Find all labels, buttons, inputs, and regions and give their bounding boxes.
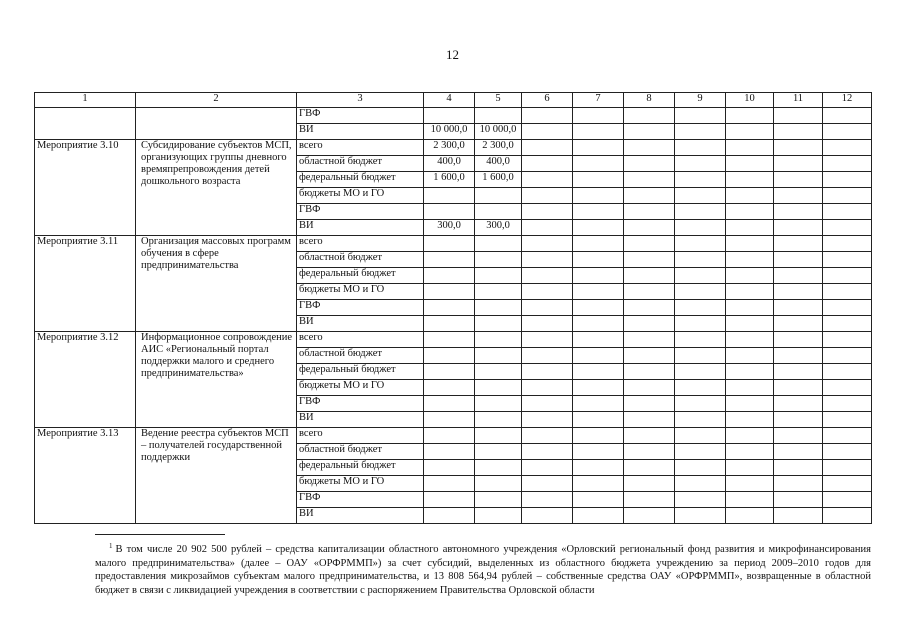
empty-cell xyxy=(774,444,823,460)
empty-cell xyxy=(522,284,573,300)
value-cell xyxy=(424,316,475,332)
event-desc-cell xyxy=(136,108,297,140)
empty-cell xyxy=(774,284,823,300)
empty-cell xyxy=(624,140,675,156)
funding-source: бюджеты МО и ГО xyxy=(297,188,424,204)
empty-cell xyxy=(675,300,726,316)
empty-cell xyxy=(774,364,823,380)
column-header: 9 xyxy=(675,93,726,108)
empty-cell xyxy=(522,476,573,492)
column-header: 12 xyxy=(823,93,872,108)
empty-cell xyxy=(624,252,675,268)
empty-cell xyxy=(573,332,624,348)
value-cell: 10 000,0 xyxy=(475,124,522,140)
empty-cell xyxy=(522,108,573,124)
funding-source: всего xyxy=(297,428,424,444)
table-row xyxy=(35,236,872,252)
funding-source: ВИ xyxy=(297,412,424,428)
value-cell xyxy=(475,460,522,476)
empty-cell xyxy=(774,348,823,364)
empty-cell xyxy=(522,220,573,236)
empty-cell xyxy=(573,460,624,476)
empty-cell xyxy=(675,188,726,204)
empty-cell xyxy=(675,268,726,284)
event-id: Мероприятие 3.12 xyxy=(35,332,136,428)
empty-cell xyxy=(774,252,823,268)
event-id: Мероприятие 3.10 xyxy=(35,140,136,236)
empty-cell xyxy=(522,236,573,252)
empty-cell xyxy=(573,316,624,332)
value-cell: 1 600,0 xyxy=(475,172,522,188)
empty-cell xyxy=(823,396,872,412)
empty-cell xyxy=(522,316,573,332)
value-cell xyxy=(475,108,522,124)
empty-cell xyxy=(774,508,823,524)
funding-source: ВИ xyxy=(297,316,424,332)
empty-cell xyxy=(823,412,872,428)
value-cell xyxy=(424,412,475,428)
empty-cell xyxy=(675,460,726,476)
empty-cell xyxy=(726,396,774,412)
empty-cell xyxy=(774,220,823,236)
empty-cell xyxy=(522,204,573,220)
empty-cell xyxy=(522,300,573,316)
empty-cell xyxy=(823,316,872,332)
empty-cell xyxy=(675,284,726,300)
empty-cell xyxy=(823,156,872,172)
funding-source: областной бюджет xyxy=(297,444,424,460)
funding-source: ВИ xyxy=(297,220,424,236)
empty-cell xyxy=(624,316,675,332)
empty-cell xyxy=(726,428,774,444)
event-description: Субсидирование субъектов МСП, организующих группы дневного времяпрепровождения детей дошкольного возраста xyxy=(136,140,297,236)
empty-cell xyxy=(774,156,823,172)
value-cell xyxy=(475,316,522,332)
value-cell xyxy=(424,428,475,444)
empty-cell xyxy=(774,124,823,140)
funding-source: всего xyxy=(297,332,424,348)
empty-cell xyxy=(823,444,872,460)
funding-source: федеральный бюджет xyxy=(297,364,424,380)
funding-source: ГВФ xyxy=(297,300,424,316)
empty-cell xyxy=(624,172,675,188)
empty-cell xyxy=(573,108,624,124)
empty-cell xyxy=(573,172,624,188)
value-cell xyxy=(424,348,475,364)
empty-cell xyxy=(726,108,774,124)
empty-cell xyxy=(774,236,823,252)
funding-source: областной бюджет xyxy=(297,156,424,172)
value-cell xyxy=(475,364,522,380)
empty-cell xyxy=(624,204,675,220)
empty-cell xyxy=(675,156,726,172)
empty-cell xyxy=(573,220,624,236)
empty-cell xyxy=(573,396,624,412)
value-cell xyxy=(424,236,475,252)
value-cell xyxy=(475,252,522,268)
empty-cell xyxy=(774,188,823,204)
empty-cell xyxy=(726,156,774,172)
empty-cell xyxy=(624,284,675,300)
value-cell xyxy=(475,348,522,364)
column-header: 11 xyxy=(774,93,823,108)
empty-cell xyxy=(573,476,624,492)
value-cell: 2 300,0 xyxy=(424,140,475,156)
value-cell xyxy=(475,380,522,396)
value-cell xyxy=(424,380,475,396)
empty-cell xyxy=(823,188,872,204)
table-row xyxy=(35,332,872,348)
empty-cell xyxy=(774,316,823,332)
empty-cell xyxy=(675,172,726,188)
funding-source: всего xyxy=(297,140,424,156)
empty-cell xyxy=(522,188,573,204)
event-id: Мероприятие 3.11 xyxy=(35,236,136,332)
empty-cell xyxy=(522,428,573,444)
empty-cell xyxy=(573,364,624,380)
value-cell: 400,0 xyxy=(475,156,522,172)
empty-cell xyxy=(675,476,726,492)
empty-cell xyxy=(823,300,872,316)
empty-cell xyxy=(823,348,872,364)
empty-cell xyxy=(726,204,774,220)
empty-cell xyxy=(774,380,823,396)
empty-cell xyxy=(573,156,624,172)
footnote xyxy=(95,540,871,597)
value-cell xyxy=(424,508,475,524)
empty-cell xyxy=(823,140,872,156)
event-description: Информационное сопровождение АИС «Региональный портал поддержки малого и среднего предпринимательства» xyxy=(136,332,297,428)
empty-cell xyxy=(624,236,675,252)
empty-cell xyxy=(726,300,774,316)
value-cell: 300,0 xyxy=(424,220,475,236)
empty-cell xyxy=(726,492,774,508)
value-cell xyxy=(424,364,475,380)
empty-cell xyxy=(573,124,624,140)
empty-cell xyxy=(823,172,872,188)
value-cell xyxy=(424,492,475,508)
footnote-text: В том числе 20 902 500 рублей – средства капитализации областного автономного учреждения «Орловский региональный фонд развития и микрофинансирования малого предпринимательства» (далее – ОАУ «ОРФРММП») за счет субсидий, выделенных из областного бюджета учреждению за период 2009–2010 годов для предоставления микрозаймов субъектам малого предпринимательства, и 13 808 564,94 рублей – собственные средства ОАУ «ОРФРММП», возвращенные в областной бюджет в связи с ликвидацией учреждения в соответствии с распоряжением Правительства Орловской области xyxy=(95,544,871,596)
value-cell xyxy=(424,284,475,300)
empty-cell xyxy=(573,140,624,156)
empty-cell xyxy=(675,348,726,364)
empty-cell xyxy=(726,172,774,188)
funding-source: федеральный бюджет xyxy=(297,268,424,284)
empty-cell xyxy=(774,492,823,508)
empty-cell xyxy=(726,220,774,236)
column-header: 8 xyxy=(624,93,675,108)
empty-cell xyxy=(823,236,872,252)
empty-cell xyxy=(675,220,726,236)
value-cell xyxy=(475,492,522,508)
value-cell xyxy=(424,268,475,284)
funding-source: ГВФ xyxy=(297,108,424,124)
empty-cell xyxy=(522,140,573,156)
empty-cell xyxy=(823,284,872,300)
empty-cell xyxy=(774,396,823,412)
funding-source: федеральный бюджет xyxy=(297,172,424,188)
value-cell xyxy=(475,412,522,428)
funding-source: ГВФ xyxy=(297,492,424,508)
value-cell xyxy=(475,476,522,492)
value-cell xyxy=(424,396,475,412)
value-cell xyxy=(475,268,522,284)
empty-cell xyxy=(675,380,726,396)
empty-cell xyxy=(522,268,573,284)
empty-cell xyxy=(726,316,774,332)
empty-cell xyxy=(522,172,573,188)
table-row xyxy=(35,108,872,124)
empty-cell xyxy=(774,268,823,284)
empty-cell xyxy=(522,348,573,364)
empty-cell xyxy=(522,380,573,396)
value-cell xyxy=(475,284,522,300)
empty-cell xyxy=(774,172,823,188)
event-description: Организация массовых программ обучения в сфере предпринимательства xyxy=(136,236,297,332)
column-header: 1 xyxy=(35,93,136,108)
empty-cell xyxy=(573,444,624,460)
value-cell xyxy=(424,252,475,268)
column-header: 6 xyxy=(522,93,573,108)
column-header: 2 xyxy=(136,93,297,108)
empty-cell xyxy=(573,508,624,524)
empty-cell xyxy=(624,508,675,524)
event-id: Мероприятие 3.13 xyxy=(35,428,136,524)
page-number: 12 xyxy=(446,47,459,62)
empty-cell xyxy=(823,460,872,476)
empty-cell xyxy=(823,380,872,396)
value-cell xyxy=(475,204,522,220)
empty-cell xyxy=(573,268,624,284)
footnote-marker: 1 xyxy=(109,542,113,550)
empty-cell xyxy=(726,268,774,284)
empty-cell xyxy=(774,428,823,444)
empty-cell xyxy=(675,140,726,156)
empty-cell xyxy=(675,124,726,140)
empty-cell xyxy=(573,380,624,396)
funding-source: всего xyxy=(297,236,424,252)
value-cell xyxy=(475,444,522,460)
column-header: 4 xyxy=(424,93,475,108)
funding-source: бюджеты МО и ГО xyxy=(297,380,424,396)
empty-cell xyxy=(522,492,573,508)
empty-cell xyxy=(823,428,872,444)
empty-cell xyxy=(774,300,823,316)
value-cell xyxy=(424,476,475,492)
empty-cell xyxy=(774,108,823,124)
table-row xyxy=(35,428,872,444)
empty-cell xyxy=(675,508,726,524)
empty-cell xyxy=(675,108,726,124)
empty-cell xyxy=(624,492,675,508)
empty-cell xyxy=(573,412,624,428)
empty-cell xyxy=(522,396,573,412)
empty-cell xyxy=(823,108,872,124)
empty-cell xyxy=(726,188,774,204)
empty-cell xyxy=(675,252,726,268)
empty-cell xyxy=(624,108,675,124)
empty-cell xyxy=(823,124,872,140)
empty-cell xyxy=(726,348,774,364)
funding-source: областной бюджет xyxy=(297,252,424,268)
empty-cell xyxy=(624,220,675,236)
empty-cell xyxy=(573,428,624,444)
event-description: Ведение реестра субъектов МСП – получателей государственной поддержки xyxy=(136,428,297,524)
empty-cell xyxy=(774,332,823,348)
empty-cell xyxy=(624,348,675,364)
empty-cell xyxy=(675,364,726,380)
funding-source: ВИ xyxy=(297,124,424,140)
empty-cell xyxy=(675,236,726,252)
empty-cell xyxy=(726,364,774,380)
empty-cell xyxy=(624,188,675,204)
value-cell xyxy=(475,508,522,524)
empty-cell xyxy=(624,428,675,444)
footnote-divider xyxy=(95,534,225,535)
empty-cell xyxy=(624,332,675,348)
empty-cell xyxy=(823,508,872,524)
empty-cell xyxy=(573,348,624,364)
empty-cell xyxy=(573,188,624,204)
empty-cell xyxy=(675,332,726,348)
value-cell xyxy=(424,108,475,124)
table-header-row xyxy=(35,93,872,108)
empty-cell xyxy=(522,332,573,348)
value-cell xyxy=(424,188,475,204)
empty-cell xyxy=(624,412,675,428)
empty-cell xyxy=(573,236,624,252)
value-cell xyxy=(424,332,475,348)
empty-cell xyxy=(726,332,774,348)
value-cell: 300,0 xyxy=(475,220,522,236)
empty-cell xyxy=(624,300,675,316)
value-cell: 10 000,0 xyxy=(424,124,475,140)
value-cell xyxy=(475,428,522,444)
empty-cell xyxy=(624,444,675,460)
empty-cell xyxy=(675,492,726,508)
empty-cell xyxy=(624,124,675,140)
empty-cell xyxy=(726,124,774,140)
empty-cell xyxy=(624,268,675,284)
empty-cell xyxy=(675,428,726,444)
empty-cell xyxy=(774,412,823,428)
empty-cell xyxy=(522,364,573,380)
empty-cell xyxy=(823,204,872,220)
value-cell: 400,0 xyxy=(424,156,475,172)
empty-cell xyxy=(823,252,872,268)
empty-cell xyxy=(675,396,726,412)
empty-cell xyxy=(522,444,573,460)
column-header: 5 xyxy=(475,93,522,108)
empty-cell xyxy=(675,444,726,460)
value-cell xyxy=(475,236,522,252)
funding-source: бюджеты МО и ГО xyxy=(297,476,424,492)
empty-cell xyxy=(675,204,726,220)
empty-cell xyxy=(522,508,573,524)
empty-cell xyxy=(726,460,774,476)
empty-cell xyxy=(624,396,675,412)
funding-source: ВИ xyxy=(297,508,424,524)
empty-cell xyxy=(823,268,872,284)
value-cell xyxy=(424,204,475,220)
funding-source: ГВФ xyxy=(297,396,424,412)
empty-cell xyxy=(726,252,774,268)
budget-table xyxy=(34,92,872,524)
empty-cell xyxy=(675,316,726,332)
empty-cell xyxy=(624,364,675,380)
empty-cell xyxy=(522,412,573,428)
empty-cell xyxy=(624,156,675,172)
value-cell xyxy=(475,332,522,348)
empty-cell xyxy=(624,380,675,396)
empty-cell xyxy=(624,460,675,476)
empty-cell xyxy=(823,332,872,348)
empty-cell xyxy=(675,412,726,428)
empty-cell xyxy=(823,364,872,380)
value-cell xyxy=(424,300,475,316)
empty-cell xyxy=(823,220,872,236)
empty-cell xyxy=(573,492,624,508)
funding-source: федеральный бюджет xyxy=(297,460,424,476)
empty-cell xyxy=(726,380,774,396)
value-cell xyxy=(475,300,522,316)
column-header: 3 xyxy=(297,93,424,108)
empty-cell xyxy=(726,236,774,252)
empty-cell xyxy=(522,460,573,476)
empty-cell xyxy=(774,460,823,476)
empty-cell xyxy=(573,300,624,316)
empty-cell xyxy=(726,508,774,524)
empty-cell xyxy=(823,476,872,492)
empty-cell xyxy=(726,476,774,492)
event-id-cell xyxy=(35,108,136,140)
empty-cell xyxy=(573,204,624,220)
column-header: 10 xyxy=(726,93,774,108)
empty-cell xyxy=(522,124,573,140)
funding-source: областной бюджет xyxy=(297,348,424,364)
value-cell: 1 600,0 xyxy=(424,172,475,188)
value-cell xyxy=(475,188,522,204)
empty-cell xyxy=(774,476,823,492)
empty-cell xyxy=(624,476,675,492)
value-cell xyxy=(424,460,475,476)
empty-cell xyxy=(774,204,823,220)
funding-source: бюджеты МО и ГО xyxy=(297,284,424,300)
funding-source: ГВФ xyxy=(297,204,424,220)
empty-cell xyxy=(522,252,573,268)
empty-cell xyxy=(726,140,774,156)
value-cell xyxy=(424,444,475,460)
empty-cell xyxy=(522,156,573,172)
empty-cell xyxy=(573,284,624,300)
empty-cell xyxy=(726,412,774,428)
column-header: 7 xyxy=(573,93,624,108)
empty-cell xyxy=(774,140,823,156)
empty-cell xyxy=(573,252,624,268)
table-row xyxy=(35,140,872,156)
empty-cell xyxy=(726,284,774,300)
empty-cell xyxy=(726,444,774,460)
value-cell xyxy=(475,396,522,412)
value-cell: 2 300,0 xyxy=(475,140,522,156)
empty-cell xyxy=(823,492,872,508)
